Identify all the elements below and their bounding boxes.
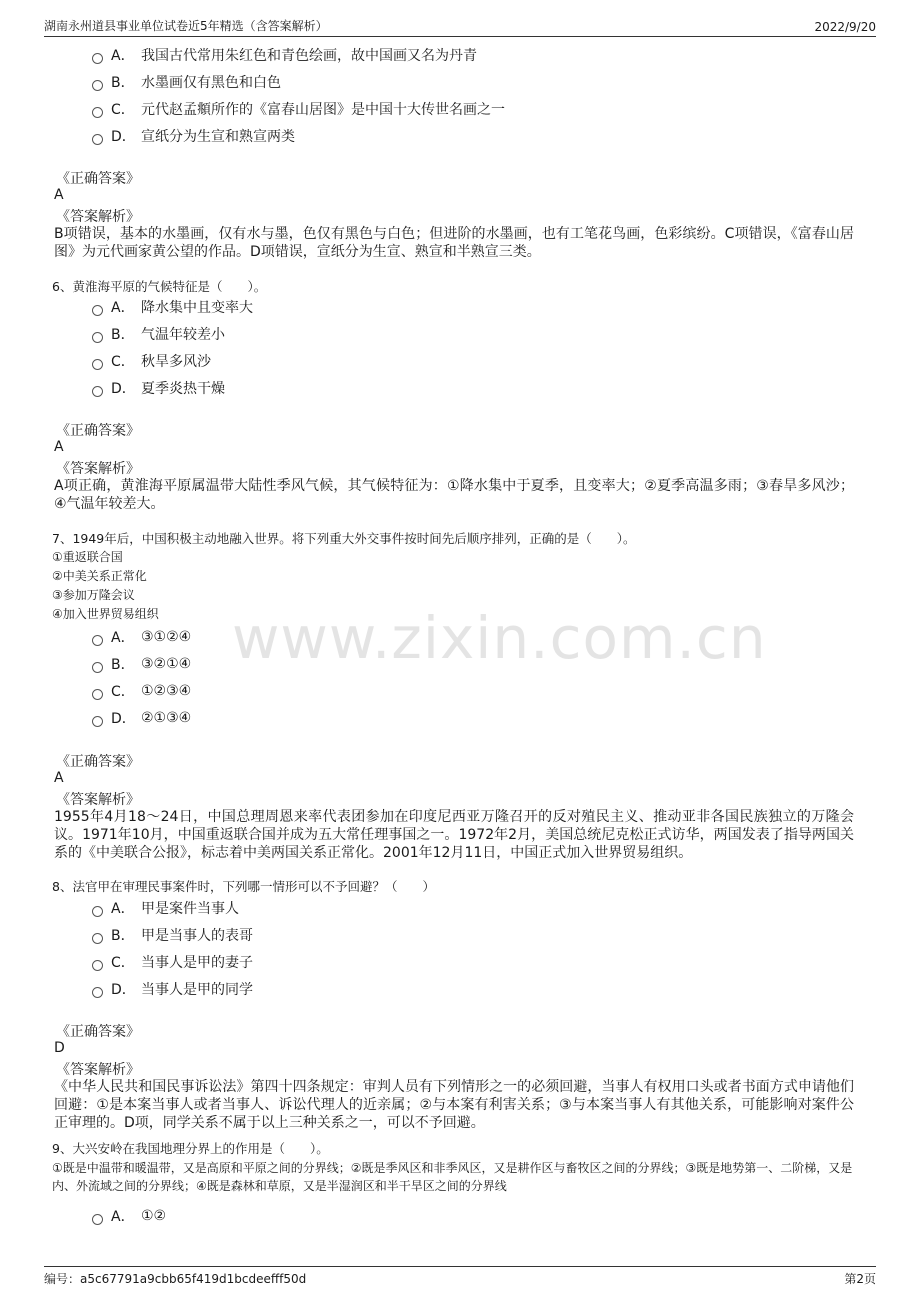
option-c[interactable]: C． 秋旱多风沙 <box>92 350 211 372</box>
option-a[interactable]: A． ①② <box>92 1205 166 1227</box>
explanation-text: B项错误，基本的水墨画，仅有水与墨，色仅有黑色与白色；但进阶的水墨画，也有工笔花鸟画，色彩缤纷。C项错误，《富春山居图》为元代画家黄公望的作品。D项错误，宣纸分为生宣、熟宣和半熟宣三类。 <box>54 226 854 260</box>
explanation-label: 《答案解析》 <box>56 461 140 477</box>
option-b[interactable]: B． 气温年较差小 <box>92 323 225 345</box>
radio-icon[interactable] <box>92 80 103 91</box>
radio-icon[interactable] <box>92 662 103 673</box>
radio-icon[interactable] <box>92 635 103 646</box>
answer-label: 《正确答案》 <box>56 171 140 187</box>
option-b[interactable]: B． 水墨画仅有黑色和白色 <box>92 71 281 93</box>
radio-icon[interactable] <box>92 933 103 944</box>
option-d[interactable]: D． ②①③④ <box>92 707 191 729</box>
explanation-text: 1955年4月18～24日，中国总理周恩来率代表团参加在印度尼西亚万隆召开的反对殖民主义、推动亚非各国民族独立的万隆会议。1971年10月，中国重返联合国并成为五大常任理事国之一。1972年2月，美国总统尼克松正式访华，两国发表了指导两国关系的《中美联合公报》，标志着中美两国关系正常化。2001年12月11日，中国正式加入世界贸易组织。 <box>54 809 854 861</box>
explanation-label: 《答案解析》 <box>56 209 140 225</box>
explanation-label: 《答案解析》 <box>56 1062 140 1078</box>
option-c[interactable]: C． 元代赵孟頫所作的《富春山居图》是中国十大传世名画之一 <box>92 98 505 120</box>
document-title: 湖南永州道县事业单位试卷近5年精选（含答案解析） <box>44 19 328 33</box>
answer-label: 《正确答案》 <box>56 754 140 770</box>
answer-value: A <box>54 770 64 786</box>
option-a[interactable]: A． 我国古代常用朱红色和青色绘画，故中国画又名为丹青 <box>92 44 477 66</box>
radio-icon[interactable] <box>92 689 103 700</box>
statement-item: ②中美关系正常化 <box>52 569 147 583</box>
radio-icon[interactable] <box>92 305 103 316</box>
answer-label: 《正确答案》 <box>56 423 140 439</box>
watermark: www.zixin.com.cn <box>232 604 767 672</box>
option-a[interactable]: A． ③①②④ <box>92 626 191 648</box>
radio-icon[interactable] <box>92 134 103 145</box>
answer-value: A <box>54 439 64 455</box>
explanation-text: 《中华人民共和国民事诉讼法》第四十四条规定：审判人员有下列情形之一的必须回避，当事人有权用口头或者书面方式申请他们回避：①是本案当事人或者当事人、诉讼代理人的近亲属；②与本案有利害关系；③与本案当事人有其他关系，可能影响对案件公正审理的。D项，同学关系不属于以上三种关系之一，可以不予回避。 <box>54 1079 854 1131</box>
radio-icon[interactable] <box>92 906 103 917</box>
explanation-label: 《答案解析》 <box>56 792 140 808</box>
page-number: 第2页 <box>844 1272 876 1286</box>
document-date: 2022/9/20 <box>814 20 876 34</box>
answer-value: D <box>54 1040 65 1056</box>
radio-icon[interactable] <box>92 716 103 727</box>
answer-value: A <box>54 187 64 203</box>
document-code: 编号：a5c67791a9cbb65f419d1bcdeefff50d <box>44 1272 307 1286</box>
radio-icon[interactable] <box>92 359 103 370</box>
option-a[interactable]: A． 降水集中且变率大 <box>92 296 253 318</box>
radio-icon[interactable] <box>92 107 103 118</box>
radio-icon[interactable] <box>92 53 103 64</box>
answer-label: 《正确答案》 <box>56 1024 140 1040</box>
option-d[interactable]: D． 夏季炎热干燥 <box>92 377 225 399</box>
radio-icon[interactable] <box>92 386 103 397</box>
radio-icon[interactable] <box>92 332 103 343</box>
statement-text: ①既是中温带和暖温带，又是高原和平原之间的分界线；②既是季风区和非季风区，又是耕作区与畜牧区之间的分界线；③既是地势第一、二阶梯，又是内、外流域之间的分界线；④既是森林和草原，又是半湿润区和半干旱区之间的分界线 <box>52 1161 853 1193</box>
option-b[interactable]: B． 甲是当事人的表哥 <box>92 924 253 946</box>
radio-icon[interactable] <box>92 987 103 998</box>
radio-icon[interactable] <box>92 1214 103 1225</box>
option-b[interactable]: B． ③②①④ <box>92 653 191 675</box>
page-footer <box>44 1266 876 1292</box>
question-text: 9、大兴安岭在我国地理分界上的作用是（ ）。 <box>52 1141 329 1156</box>
explanation-text: A项正确，黄淮海平原属温带大陆性季风气候，其气候特征为：①降水集中于夏季，且变率大；②夏季高温多雨；③春旱多风沙；④气温年较差大。 <box>54 478 854 512</box>
radio-icon[interactable] <box>92 960 103 971</box>
question-text: 6、黄淮海平原的气候特征是（ ）。 <box>52 279 267 294</box>
question-text: 8、法官甲在审理民事案件时，下列哪一情形可以不予回避？（ ） <box>52 879 435 894</box>
question-text: 7、1949年后，中国积极主动地融入世界。将下列重大外交事件按时间先后顺序排列，正确的是（ ）。 <box>52 531 636 546</box>
statement-item: ④加入世界贸易组织 <box>52 607 159 621</box>
option-c[interactable]: C． ①②③④ <box>92 680 191 702</box>
option-d[interactable]: D． 宣纸分为生宣和熟宣两类 <box>92 125 295 147</box>
page-header <box>44 12 876 37</box>
option-a[interactable]: A． 甲是案件当事人 <box>92 897 239 919</box>
statement-item: ①重返联合国 <box>52 550 123 564</box>
statement-item: ③参加万隆会议 <box>52 588 135 602</box>
option-d[interactable]: D． 当事人是甲的同学 <box>92 978 253 1000</box>
option-c[interactable]: C． 当事人是甲的妻子 <box>92 951 253 973</box>
